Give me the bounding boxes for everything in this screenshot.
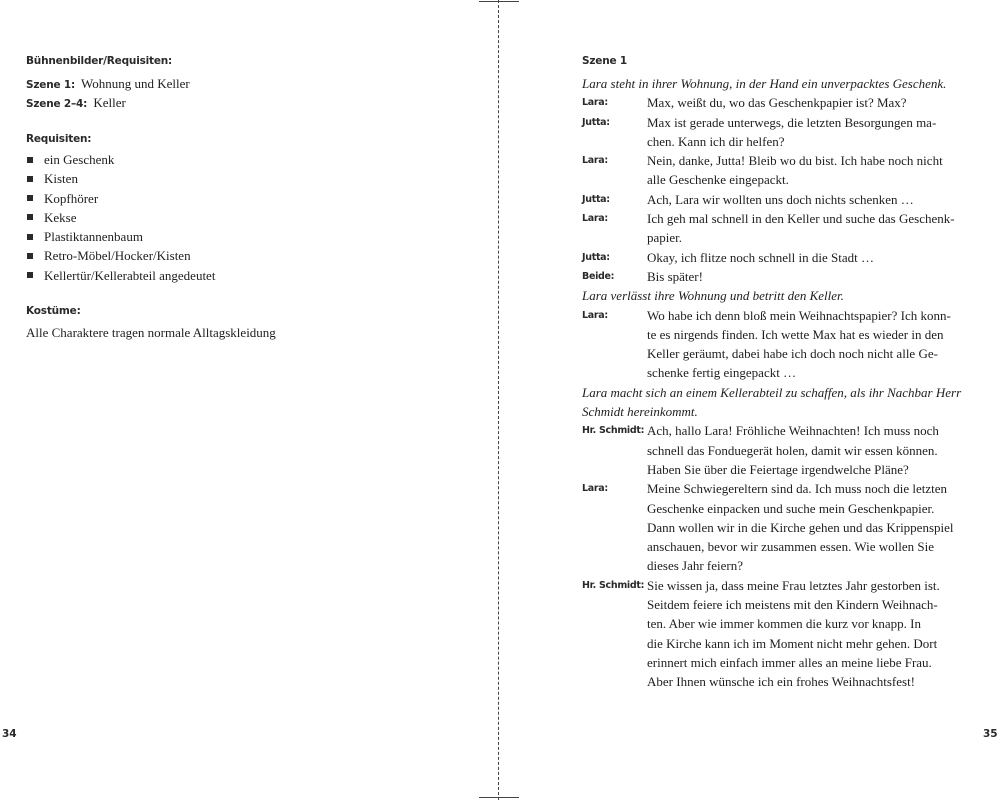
costumes-heading: Kostüme: bbox=[26, 305, 81, 317]
stage-direction-line: Lara macht sich an einem Kellerabteil zu schaffen, als ihr Nachbar Herr bbox=[582, 384, 962, 400]
scene1-setting-text: Wohnung und Keller bbox=[80, 76, 190, 91]
dialogue-text bbox=[647, 248, 972, 267]
dialogue-text-line: Sie wissen ja, dass meine Frau letztes Jahr gestorben ist. bbox=[647, 577, 940, 593]
dialogue-text-line: Max ist gerade unterwegs, die letzten Besorgungen ma- bbox=[647, 114, 937, 130]
props-list bbox=[26, 150, 466, 285]
dialogue-line bbox=[582, 421, 972, 479]
dialogue-text-line: Geschenke einpacken und suche mein Geschenkpapier. bbox=[647, 500, 935, 516]
speaker-name: Jutta: bbox=[582, 193, 610, 205]
dialogue-line bbox=[582, 113, 972, 152]
dialogue-text-line: Okay, ich flitze noch schnell in die Stadt … bbox=[647, 249, 874, 265]
page-number-right: 35 bbox=[983, 728, 998, 740]
dialogue-text-line: ten. Aber wie immer kommen die kurz vor knapp. In bbox=[647, 616, 922, 632]
prop-item-text: Kisten bbox=[44, 171, 78, 187]
stage-direction bbox=[582, 74, 972, 93]
speaker-name: Jutta: bbox=[582, 251, 610, 263]
dialogue-text-line: schnell das Fonduegerät holen, damit wir essen können. bbox=[647, 442, 938, 458]
stage-direction bbox=[582, 383, 972, 422]
scene24-label: Szene 2–4: bbox=[26, 98, 88, 110]
speaker-name: Jutta: bbox=[582, 116, 610, 128]
dialogue-text-line: Bis später! bbox=[647, 268, 703, 284]
square-bullet-icon bbox=[27, 253, 33, 259]
script-body bbox=[582, 74, 972, 692]
prop-item bbox=[26, 227, 466, 246]
dialogue-line bbox=[582, 576, 972, 692]
dialogue-text bbox=[647, 576, 972, 692]
dialogue-text bbox=[647, 421, 972, 479]
dialogue-text bbox=[647, 190, 972, 209]
dialogue-text-line: alle Geschenke eingepackt. bbox=[647, 172, 789, 188]
scene1-label: Szene 1: bbox=[26, 79, 75, 91]
speaker-name: Lara: bbox=[582, 483, 608, 495]
costumes-text: Alle Charaktere tragen normale Alltagskleidung bbox=[26, 325, 276, 340]
props-heading: Requisiten: bbox=[26, 133, 92, 145]
speaker-name: Beide: bbox=[582, 270, 615, 282]
prop-item-text: Kopfhörer bbox=[44, 190, 99, 206]
speaker-name: Lara: bbox=[582, 309, 608, 321]
speaker-name: Lara: bbox=[582, 155, 608, 167]
dialogue-text-line: te es nirgends finden. Ich wette Max hat es wieder in den bbox=[647, 326, 944, 342]
dialogue-text-line: Seitdem feiere ich meistens mit den Kindern Weihnach- bbox=[647, 597, 938, 613]
left-page bbox=[0, 0, 498, 800]
dialogue-text-line: papier. bbox=[647, 230, 683, 246]
scene24-setting-text: Keller bbox=[93, 95, 126, 110]
dialogue-text-line: chen. Kann ich dir helfen? bbox=[647, 133, 785, 149]
prop-item bbox=[26, 189, 466, 208]
prop-item bbox=[26, 208, 466, 227]
dialogue-text bbox=[647, 267, 972, 286]
dialogue-text-line: Ach, hallo Lara! Fröhliche Weihnachten! Ich muss noch bbox=[647, 423, 939, 439]
prop-item-text: Kellertür/Kellerabteil angedeutet bbox=[44, 267, 216, 283]
dialogue-text-line: die Kirche kann ich im Moment nicht mehr gehen. Dort bbox=[647, 635, 938, 651]
dialogue-line bbox=[582, 306, 972, 383]
stage-direction-line: Lara verlässt ihre Wohnung und betritt den Keller. bbox=[582, 288, 844, 304]
square-bullet-icon bbox=[27, 176, 33, 182]
stage-direction-line: Lara steht in ihrer Wohnung, in der Hand ein unverpacktes Geschenk. bbox=[582, 76, 947, 91]
dialogue-line bbox=[582, 93, 972, 112]
dialogue-line bbox=[582, 479, 972, 575]
dialogue-line bbox=[582, 267, 972, 286]
dialogue-line bbox=[582, 248, 972, 267]
dialogue-text bbox=[647, 479, 972, 575]
square-bullet-icon bbox=[27, 157, 33, 163]
dialogue-line bbox=[582, 209, 972, 248]
speaker-name: Lara: bbox=[582, 97, 608, 109]
prop-item-text: Retro-Möbel/Hocker/Kisten bbox=[44, 248, 191, 264]
dialogue-line bbox=[582, 190, 972, 209]
scene-title: Szene 1 bbox=[582, 55, 627, 67]
prop-item bbox=[26, 150, 466, 169]
dialogue-text-line: Aber Ihnen wünsche ich ein frohes Weihnachtsfest! bbox=[647, 674, 916, 690]
sets-props-heading: Bühnenbilder/Requisiten: bbox=[26, 55, 173, 67]
dialogue-text-line: Keller geräumt, dabei habe ich doch noch nicht alle Ge- bbox=[647, 346, 938, 362]
right-page bbox=[500, 0, 1000, 800]
dialogue-text-line: Ich geh mal schnell in den Keller und suche das Geschenk- bbox=[647, 211, 955, 227]
dialogue-text-line: Meine Schwiegereltern sind da. Ich muss noch die letzten bbox=[647, 481, 947, 497]
dialogue-text bbox=[647, 151, 972, 190]
dialogue-text-line: Nein, danke, Jutta! Bleib wo du bist. Ich habe noch nicht bbox=[647, 153, 943, 169]
dialogue-text bbox=[647, 306, 972, 383]
square-bullet-icon bbox=[27, 214, 33, 220]
dialogue-text-line: Wo habe ich denn bloß mein Weihnachtspapier? Ich konn- bbox=[647, 307, 951, 323]
dialogue-text-line: schenke fertig eingepackt … bbox=[647, 365, 797, 381]
prop-item bbox=[26, 266, 466, 285]
square-bullet-icon bbox=[27, 195, 33, 201]
dialogue-text-line: Dann wollen wir in die Kirche gehen und das Krippenspiel bbox=[647, 519, 954, 535]
prop-item bbox=[26, 169, 466, 188]
stage-direction bbox=[582, 286, 972, 305]
prop-item bbox=[26, 246, 466, 265]
dialogue-text bbox=[647, 209, 972, 248]
prop-item-text: ein Geschenk bbox=[44, 152, 115, 167]
page-number-left: 34 bbox=[2, 728, 17, 740]
dialogue-text-line: dieses Jahr feiern? bbox=[647, 558, 744, 574]
square-bullet-icon bbox=[27, 234, 33, 240]
dialogue-line bbox=[582, 151, 972, 190]
prop-item-text: Kekse bbox=[44, 209, 77, 225]
scene24-setting bbox=[26, 93, 466, 114]
dialogue-text-line: erinnert mich einfach immer alles an meine liebe Frau. bbox=[647, 654, 932, 670]
prop-item-text: Plastiktannenbaum bbox=[44, 229, 143, 245]
speaker-name: Hr. Schmidt: bbox=[582, 579, 645, 591]
page-fold-divider bbox=[498, 0, 499, 800]
speaker-name: Hr. Schmidt: bbox=[582, 425, 645, 437]
speaker-name: Lara: bbox=[582, 213, 608, 225]
dialogue-text bbox=[647, 93, 972, 112]
dialogue-text-line: anschauen, bevor wir zusammen essen. Wie wollen Sie bbox=[647, 539, 934, 555]
square-bullet-icon bbox=[27, 272, 33, 278]
dialogue-text-line: Max, weißt du, wo das Geschenkpapier ist? Max? bbox=[647, 95, 907, 111]
dialogue-text-line: Haben Sie über die Feiertage irgendwelche Pläne? bbox=[647, 461, 909, 477]
dialogue-text bbox=[647, 113, 972, 152]
stage-direction-line: Schmidt hereinkommt. bbox=[582, 404, 698, 420]
dialogue-text-line: Ach, Lara wir wollten uns doch nichts schenken … bbox=[647, 191, 914, 207]
